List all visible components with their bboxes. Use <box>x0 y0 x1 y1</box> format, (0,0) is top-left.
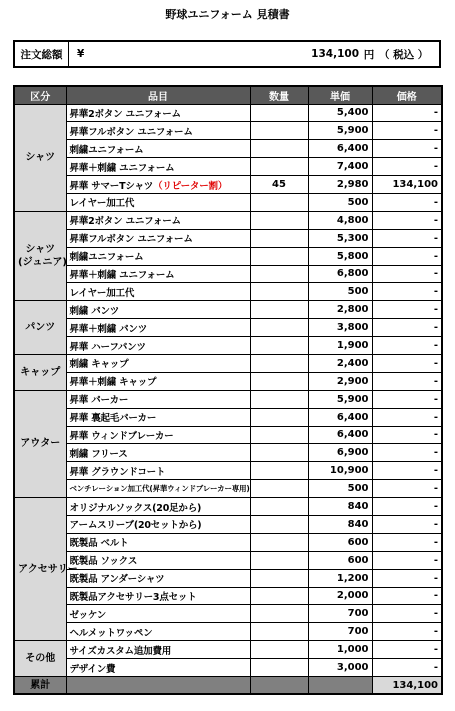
price-cell: - <box>372 462 442 480</box>
price-cell: - <box>372 426 442 444</box>
unit-price-cell: 500 <box>308 193 372 211</box>
item-name-cell <box>66 104 250 122</box>
item-name-cell <box>66 498 250 516</box>
table-row <box>14 193 442 211</box>
unit-price-cell: 5,400 <box>308 104 372 122</box>
price-cell: - <box>372 498 442 516</box>
item-name-cell <box>66 659 250 677</box>
unit-price-cell: 1,200 <box>308 569 372 587</box>
table-row <box>14 104 442 122</box>
estimate-table <box>13 85 443 695</box>
item-name-cell <box>66 301 250 319</box>
item-name-cell <box>66 444 250 462</box>
unit-price-cell: 2,400 <box>308 354 372 372</box>
header-category: 区分 <box>14 86 66 104</box>
item-name-cell <box>66 337 250 355</box>
item-name-cell <box>66 533 250 551</box>
category-cell: シャツ (ジュニア) <box>14 211 66 300</box>
item-name: 昇華 裏起毛パーカー <box>69 413 157 425</box>
price-cell: - <box>372 623 442 641</box>
price-cell: - <box>372 104 442 122</box>
table-row <box>14 158 442 176</box>
table-row <box>14 122 442 140</box>
item-name-cell <box>66 122 250 140</box>
item-name: アームスリーブ(20セットから) <box>69 520 202 532</box>
item-name: 昇華 サマーTシャツ <box>69 180 154 192</box>
quantity-cell[interactable] <box>250 211 308 229</box>
header-item: 品目 <box>66 86 250 104</box>
price-cell: - <box>372 390 442 408</box>
item-name: 刺繍 キャップ <box>69 359 129 371</box>
item-name: 既製品 ベルト <box>69 538 129 550</box>
table-row <box>14 480 442 498</box>
item-name-cell <box>66 641 250 659</box>
unit-price-cell: 5,900 <box>308 390 372 408</box>
item-name: 刺繍 フリース <box>69 448 128 460</box>
item-name-cell <box>66 569 250 587</box>
price-cell: - <box>372 265 442 283</box>
item-name-cell <box>66 247 250 265</box>
item-name: 昇華フルボタン ユニフォーム <box>69 126 193 138</box>
unit-price-cell: 2,800 <box>308 301 372 319</box>
item-name-cell <box>66 390 250 408</box>
price-cell: 134,100 <box>372 176 442 194</box>
price-cell: - <box>372 408 442 426</box>
table-row <box>14 587 442 605</box>
item-name: 既製品 アンダーシャツ <box>69 574 165 586</box>
item-name: レイヤー加工代 <box>69 198 135 210</box>
price-cell: - <box>372 122 442 140</box>
item-name: 昇華＋刺繍 パンツ <box>69 323 148 335</box>
total-empty <box>66 677 250 695</box>
quantity-cell[interactable] <box>250 605 308 623</box>
table-row <box>14 444 442 462</box>
table-row <box>14 623 442 641</box>
item-name: 昇華 ウィンドブレーカー <box>69 430 174 442</box>
quantity-cell[interactable] <box>250 372 308 390</box>
unit-price-cell: 5,900 <box>308 122 372 140</box>
item-name: デザイン費 <box>69 663 116 675</box>
order-total-amount: 134,100 <box>311 48 359 60</box>
item-name: ゼッケン <box>69 609 107 621</box>
unit-price-cell: 6,900 <box>308 444 372 462</box>
category-cell: アクセサリー <box>14 498 66 641</box>
quantity-cell[interactable] <box>250 301 308 319</box>
unit-price-cell: 6,400 <box>308 426 372 444</box>
table-row <box>14 390 442 408</box>
price-cell: - <box>372 354 442 372</box>
table-row <box>14 533 442 551</box>
quantity-cell[interactable] <box>250 265 308 283</box>
price-cell: - <box>372 587 442 605</box>
item-name: サイズカスタム追加費用 <box>69 645 172 657</box>
total-row <box>14 677 442 695</box>
item-name-cell <box>66 283 250 301</box>
quantity-cell[interactable] <box>250 444 308 462</box>
unit-price-cell: 500 <box>308 283 372 301</box>
table-row <box>14 247 442 265</box>
table-row <box>14 229 442 247</box>
item-name: 刺繍 パンツ <box>69 305 120 317</box>
quantity-cell[interactable]: 45 <box>250 176 308 194</box>
item-name-cell <box>66 319 250 337</box>
table-row <box>14 211 442 229</box>
table-row <box>14 337 442 355</box>
unit-price-cell: 1,900 <box>308 337 372 355</box>
quantity-cell[interactable] <box>250 104 308 122</box>
unit-price-cell: 600 <box>308 551 372 569</box>
price-cell: - <box>372 641 442 659</box>
tax-included-note: （ 税込 ） <box>379 48 429 61</box>
quantity-cell[interactable] <box>250 641 308 659</box>
yen-symbol: ¥ <box>77 48 85 60</box>
price-cell: - <box>372 337 442 355</box>
quantity-cell[interactable] <box>250 229 308 247</box>
price-cell: - <box>372 480 442 498</box>
item-name: 昇華2ボタン ユニフォーム <box>69 216 181 228</box>
currency-unit: 円 <box>363 48 375 61</box>
table-row <box>14 408 442 426</box>
quantity-cell[interactable] <box>250 623 308 641</box>
item-name-cell <box>66 265 250 283</box>
quantity-cell[interactable] <box>250 551 308 569</box>
quantity-cell[interactable] <box>250 122 308 140</box>
item-name-cell <box>66 480 250 498</box>
quantity-cell[interactable] <box>250 337 308 355</box>
item-name-cell <box>66 623 250 641</box>
quantity-cell[interactable] <box>250 462 308 480</box>
quantity-cell[interactable] <box>250 283 308 301</box>
unit-price-cell: 6,400 <box>308 408 372 426</box>
table-row <box>14 462 442 480</box>
table-body <box>14 104 442 677</box>
quantity-cell[interactable] <box>250 247 308 265</box>
table-row <box>14 605 442 623</box>
item-note: （リピーター割） <box>153 180 228 192</box>
quantity-cell[interactable] <box>250 533 308 551</box>
category-cell: キャップ <box>14 354 66 390</box>
unit-price-cell: 2,000 <box>308 587 372 605</box>
unit-price-cell: 7,400 <box>308 158 372 176</box>
table-row <box>14 426 442 444</box>
item-name-cell <box>66 211 250 229</box>
price-cell: - <box>372 372 442 390</box>
unit-price-cell: 10,900 <box>308 462 372 480</box>
total-empty <box>308 677 372 695</box>
item-name-cell <box>66 193 250 211</box>
item-name-cell <box>66 140 250 158</box>
price-cell: - <box>372 515 442 533</box>
table-row <box>14 659 442 677</box>
table-row <box>14 301 442 319</box>
item-name-cell <box>66 587 250 605</box>
quantity-cell[interactable] <box>250 480 308 498</box>
total-value: 134,100 <box>372 677 442 695</box>
price-cell: - <box>372 193 442 211</box>
price-cell: - <box>372 247 442 265</box>
quantity-cell[interactable] <box>250 498 308 516</box>
item-name: オリジナルソックス(20足から) <box>69 502 202 514</box>
price-cell: - <box>372 158 442 176</box>
total-empty <box>250 677 308 695</box>
header-price: 価格 <box>372 86 442 104</box>
table-row <box>14 176 442 194</box>
item-name: 昇華＋刺繍 ユニフォーム <box>69 269 175 281</box>
price-cell: - <box>372 211 442 229</box>
quantity-cell[interactable] <box>250 408 308 426</box>
unit-price-cell: 6,400 <box>308 140 372 158</box>
price-cell: - <box>372 229 442 247</box>
order-total-label: 注文総額 <box>15 42 69 66</box>
category-cell: その他 <box>14 641 66 677</box>
quantity-cell[interactable] <box>250 515 308 533</box>
quantity-cell[interactable] <box>250 193 308 211</box>
table-header-row <box>14 86 442 104</box>
item-name: 昇華2ボタン ユニフォーム <box>69 108 181 120</box>
quantity-cell[interactable] <box>250 659 308 677</box>
price-cell: - <box>372 301 442 319</box>
item-name-cell <box>66 551 250 569</box>
quantity-cell[interactable] <box>250 426 308 444</box>
order-total-box <box>13 40 441 68</box>
price-cell: - <box>372 605 442 623</box>
table-row <box>14 641 442 659</box>
item-name: 刺繍ユニフォーム <box>69 252 144 264</box>
unit-price-cell: 3,000 <box>308 659 372 677</box>
table-row <box>14 515 442 533</box>
item-name-cell <box>66 426 250 444</box>
quantity-cell[interactable] <box>250 319 308 337</box>
item-name-cell <box>66 372 250 390</box>
item-name-cell <box>66 158 250 176</box>
quantity-cell[interactable] <box>250 569 308 587</box>
unit-price-cell: 1,000 <box>308 641 372 659</box>
item-name: 昇華 グラウンドコート <box>69 466 166 478</box>
unit-price-cell: 840 <box>308 515 372 533</box>
unit-price-cell: 700 <box>308 623 372 641</box>
unit-price-cell: 700 <box>308 605 372 623</box>
item-name: 昇華 ハーフパンツ <box>69 341 146 353</box>
table-row <box>14 569 442 587</box>
item-name: ヘルメットワッペン <box>69 627 153 639</box>
item-name-cell <box>66 408 250 426</box>
unit-price-cell: 2,900 <box>308 372 372 390</box>
quantity-cell[interactable] <box>250 354 308 372</box>
price-cell: - <box>372 533 442 551</box>
item-name-cell <box>66 462 250 480</box>
table-row <box>14 319 442 337</box>
price-cell: - <box>372 283 442 301</box>
table-row <box>14 551 442 569</box>
table-row <box>14 372 442 390</box>
price-cell: - <box>372 569 442 587</box>
category-cell: パンツ <box>14 301 66 355</box>
item-name: ベンチレーション加工代(昇華ウィンドブレーカー専用) <box>69 484 250 494</box>
unit-price-cell: 600 <box>308 533 372 551</box>
unit-price-cell: 3,800 <box>308 319 372 337</box>
item-name: 既製品アクセサリー3点セット <box>69 591 197 603</box>
unit-price-cell: 5,300 <box>308 229 372 247</box>
item-name: 昇華＋刺繍 キャップ <box>69 377 157 389</box>
item-name-cell <box>66 354 250 372</box>
price-cell: - <box>372 659 442 677</box>
table-row <box>14 283 442 301</box>
unit-price-cell: 4,800 <box>308 211 372 229</box>
price-cell: - <box>372 444 442 462</box>
quantity-cell[interactable] <box>250 390 308 408</box>
quantity-cell[interactable] <box>250 587 308 605</box>
unit-price-cell: 2,980 <box>308 176 372 194</box>
item-name-cell <box>66 515 250 533</box>
item-name: 昇華フルボタン ユニフォーム <box>69 234 193 246</box>
price-cell: - <box>372 319 442 337</box>
quantity-cell[interactable] <box>250 140 308 158</box>
price-cell: - <box>372 140 442 158</box>
price-cell: - <box>372 551 442 569</box>
table-row <box>14 354 442 372</box>
item-name: 既製品 ソックス <box>69 556 138 568</box>
header-quantity: 数量 <box>250 86 308 104</box>
category-cell: シャツ <box>14 104 66 211</box>
table-row <box>14 140 442 158</box>
table-row <box>14 498 442 516</box>
header-unit-price: 単価 <box>308 86 372 104</box>
item-name: レイヤー加工代 <box>69 287 135 299</box>
total-label: 累計 <box>14 677 66 695</box>
document-title: 野球ユニフォーム 見積書 <box>165 8 290 21</box>
item-name: 昇華＋刺繍 ユニフォーム <box>69 162 175 174</box>
item-name-cell <box>66 176 250 194</box>
unit-price-cell: 840 <box>308 498 372 516</box>
quantity-cell[interactable] <box>250 158 308 176</box>
unit-price-cell: 500 <box>308 480 372 498</box>
unit-price-cell: 5,800 <box>308 247 372 265</box>
table-row <box>14 265 442 283</box>
item-name: 昇華 パーカー <box>69 395 129 407</box>
item-name-cell <box>66 229 250 247</box>
category-cell: アウター <box>14 390 66 497</box>
unit-price-cell: 6,800 <box>308 265 372 283</box>
item-name-cell <box>66 605 250 623</box>
item-name: 刺繍ユニフォーム <box>69 144 144 156</box>
